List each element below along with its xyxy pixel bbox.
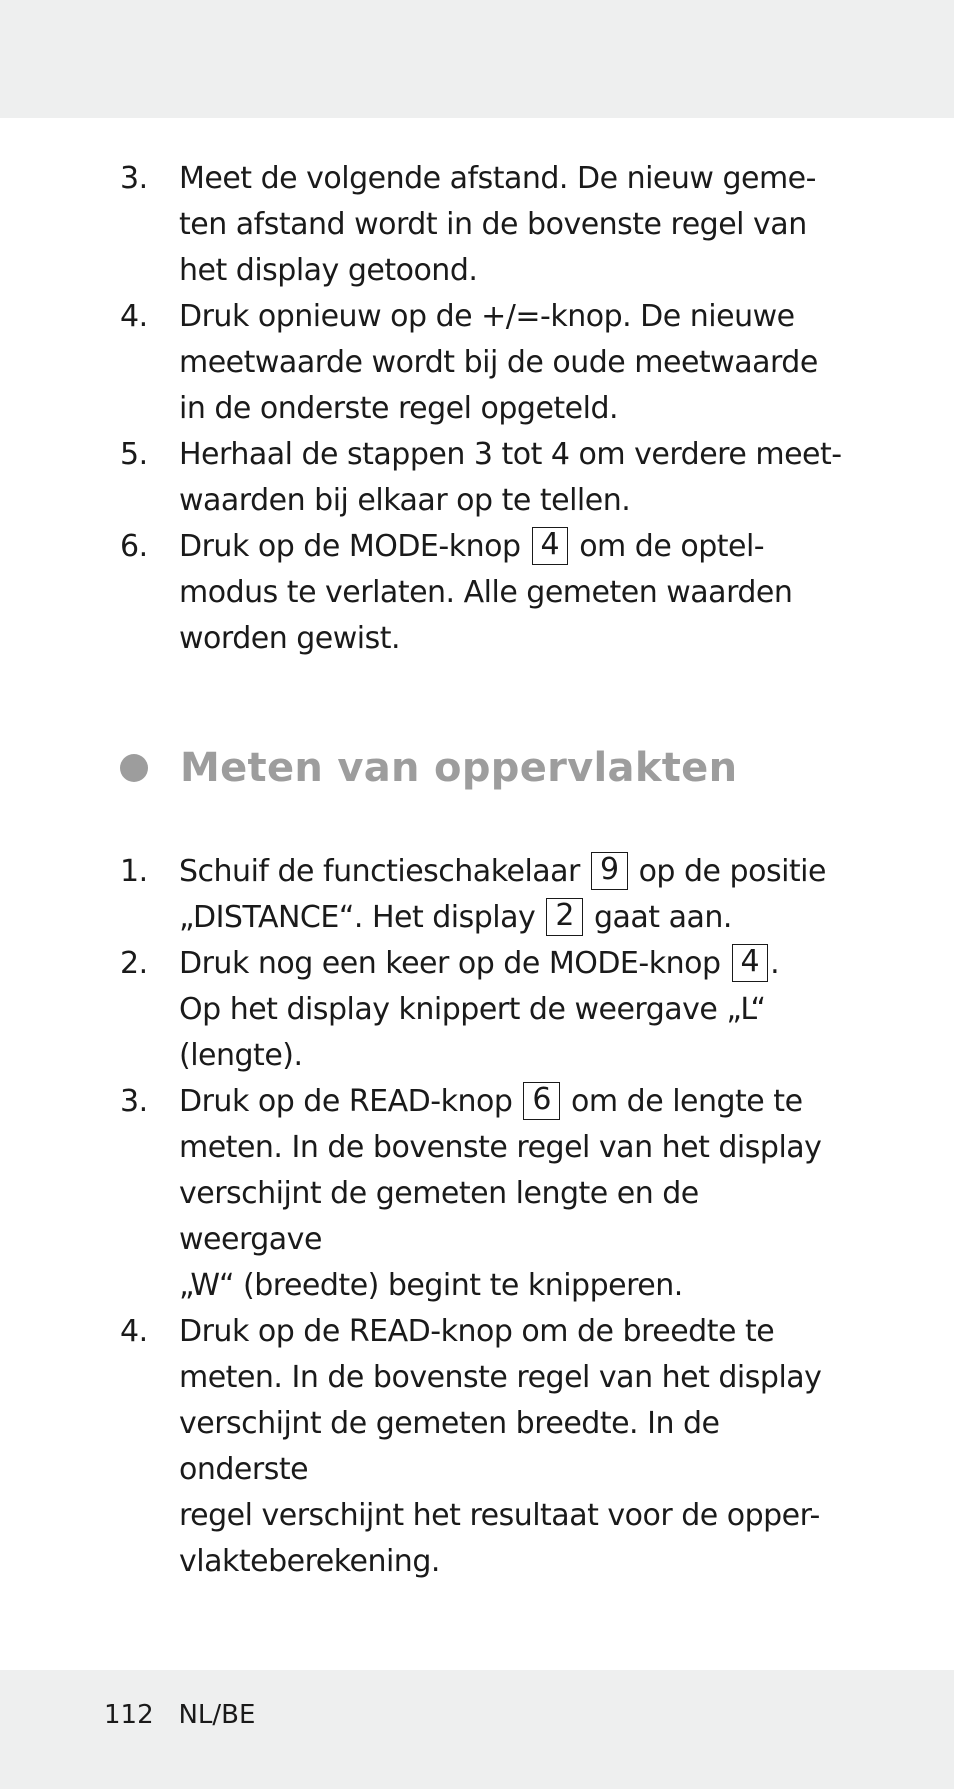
step-line: vlakteberekening. bbox=[179, 1544, 440, 1579]
step-number: 3. bbox=[120, 1084, 148, 1119]
step-list-continued bbox=[120, 156, 850, 662]
step-line: op de positie bbox=[638, 854, 826, 889]
bullet-icon bbox=[120, 754, 148, 782]
step-line: (lengte). bbox=[179, 1038, 303, 1073]
step-number: 4. bbox=[120, 1314, 148, 1349]
list-item bbox=[120, 941, 850, 1079]
step-line: Herhaal de stappen 3 tot 4 om verdere meet- bbox=[179, 437, 842, 472]
step-line: Druk op de READ-knop bbox=[179, 1084, 513, 1119]
list-item bbox=[120, 1079, 850, 1309]
part-reference-box: 4 bbox=[532, 527, 569, 565]
step-line: verschijnt de gemeten breedte. In de onderste bbox=[179, 1406, 720, 1487]
part-reference-box: 2 bbox=[546, 898, 583, 936]
step-line: „DISTANCE“. Het display bbox=[179, 900, 536, 935]
step-line: . bbox=[770, 946, 780, 981]
list-item bbox=[120, 294, 850, 432]
step-line: Meet de volgende afstand. De nieuw geme- bbox=[179, 161, 816, 196]
step-line: meten. In de bovenste regel van het display bbox=[179, 1360, 822, 1395]
list-item bbox=[120, 849, 850, 941]
step-line: gaat aan. bbox=[593, 900, 732, 935]
step-line: worden gewist. bbox=[179, 621, 401, 656]
part-reference-box: 9 bbox=[591, 852, 628, 890]
part-reference-box: 6 bbox=[523, 1082, 560, 1120]
page-footer bbox=[104, 1700, 255, 1730]
step-line: verschijnt de gemeten lengte en de weergave bbox=[179, 1176, 699, 1257]
list-item bbox=[120, 156, 850, 294]
step-number: 4. bbox=[120, 299, 148, 334]
step-line: Druk op de READ-knop om de breedte te bbox=[179, 1314, 775, 1349]
step-number: 6. bbox=[120, 529, 148, 564]
section-heading bbox=[120, 745, 737, 791]
step-line: in de onderste regel opgeteld. bbox=[179, 391, 619, 426]
step-line: waarden bij elkaar op te tellen. bbox=[179, 483, 631, 518]
page-number: 112 bbox=[104, 1700, 154, 1730]
locale-label: NL/BE bbox=[178, 1700, 256, 1730]
step-line: Druk nog een keer op de MODE-knop bbox=[179, 946, 721, 981]
section-title: Meten van oppervlakten bbox=[180, 745, 738, 791]
step-line: regel verschijnt het resultaat voor de opper- bbox=[179, 1498, 820, 1533]
list-item bbox=[120, 432, 850, 524]
step-number: 1. bbox=[120, 854, 148, 889]
list-item bbox=[120, 524, 850, 662]
part-reference-box: 4 bbox=[732, 944, 769, 982]
step-line: meten. In de bovenste regel van het display bbox=[179, 1130, 822, 1165]
step-line: Druk op de MODE-knop bbox=[179, 529, 521, 564]
top-band bbox=[0, 0, 954, 118]
step-number: 2. bbox=[120, 946, 148, 981]
step-number: 5. bbox=[120, 437, 148, 472]
step-list-area bbox=[120, 849, 850, 1585]
step-line: om de optel- bbox=[579, 529, 765, 564]
step-line: modus te verlaten. Alle gemeten waarden bbox=[179, 575, 793, 610]
step-line: Schuif de functieschakelaar bbox=[179, 854, 580, 889]
step-number: 3. bbox=[120, 161, 148, 196]
step-line: om de lengte te bbox=[571, 1084, 803, 1119]
step-line: meetwaarde wordt bij de oude meetwaarde bbox=[179, 345, 818, 380]
step-line: het display getoond. bbox=[179, 253, 478, 288]
step-line: Druk opnieuw op de +/=-knop. De nieuwe bbox=[179, 299, 795, 334]
list-item bbox=[120, 1309, 850, 1585]
step-line: „W“ (breedte) begint te knipperen. bbox=[179, 1268, 683, 1303]
step-line: ten afstand wordt in de bovenste regel van bbox=[179, 207, 807, 242]
step-line: Op het display knippert de weergave „L“ bbox=[179, 992, 766, 1027]
